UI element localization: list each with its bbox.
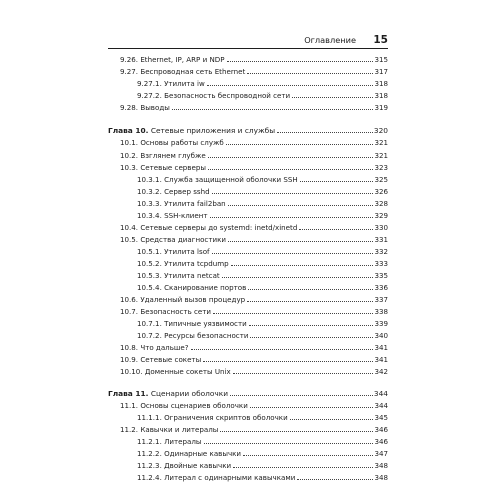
toc-entry-text: Утилита fail2ban <box>164 199 226 208</box>
toc-entry-number: 11.2.3. <box>137 461 162 470</box>
toc-entry-number: 10.10. <box>120 367 143 376</box>
dot-leader <box>203 361 373 362</box>
toc-entry-title <box>120 55 225 64</box>
toc-entry-page: 321 <box>374 138 388 147</box>
toc-entry-title <box>120 103 170 112</box>
toc-entry-number: 10.5.4. <box>137 283 162 292</box>
toc-entry[interactable] <box>137 281 388 292</box>
toc-entry[interactable] <box>120 101 388 112</box>
toc-entry-number: 9.27.1. <box>137 79 162 88</box>
toc-entry[interactable] <box>120 365 388 376</box>
toc-entry[interactable] <box>137 317 388 328</box>
dot-leader <box>207 85 373 86</box>
toc-entry-number: 10.5.2. <box>137 259 162 268</box>
dot-leader <box>243 455 373 456</box>
dot-leader <box>172 109 373 110</box>
toc-entry-text: Кавычки и литералы <box>140 425 219 434</box>
toc-entry-text: Утилита netcat <box>164 271 220 280</box>
dot-leader <box>210 217 373 218</box>
toc-entry-text: Ethernet, IP, ARP и NDP <box>140 55 225 64</box>
toc-entry-title <box>137 437 202 446</box>
dot-leader <box>299 229 373 230</box>
toc-entry-number: 10.9. <box>120 355 139 364</box>
toc-entry-number: 10.5.3. <box>137 271 162 280</box>
toc-entry[interactable] <box>120 161 388 172</box>
toc-entry[interactable] <box>120 353 388 364</box>
toc-entry-number: 9.28. <box>120 103 139 112</box>
toc-entry-text: Беспроводная сеть Ethernet <box>140 67 246 76</box>
toc-entry-number: 9.26. <box>120 55 139 64</box>
toc-entry-number: Глава 11. <box>108 389 149 398</box>
toc-entry[interactable] <box>120 399 388 410</box>
dot-leader <box>297 479 373 480</box>
toc-entry-number: 10.5.1. <box>137 247 162 256</box>
toc-entry-page: 348 <box>374 461 388 470</box>
toc-entry-title <box>120 151 206 160</box>
toc-entry-text: Ресурсы безопасности <box>164 331 249 340</box>
toc-entry[interactable] <box>137 257 388 268</box>
dot-leader <box>290 419 373 420</box>
toc-entry-text: Литералы <box>164 437 202 446</box>
toc-entry-page: 318 <box>374 91 388 100</box>
toc-entry-text: Служба защищенной оболочки SSH <box>164 175 298 184</box>
dot-leader <box>247 301 373 302</box>
toc-entry[interactable] <box>137 245 388 256</box>
toc-entry-title <box>137 199 226 208</box>
dot-leader <box>213 313 373 314</box>
toc-entry-number: 10.6. <box>120 295 139 304</box>
dot-leader <box>249 325 373 326</box>
toc-entry-text: Сетевые сокеты <box>140 355 202 364</box>
dot-leader <box>277 132 373 133</box>
toc-entry[interactable] <box>120 423 388 434</box>
toc-entry-text: Безопасность сети <box>140 307 212 316</box>
toc-entry-title <box>120 163 206 172</box>
toc-entry-title <box>120 343 189 352</box>
toc-entry-text: Сервер sshd <box>164 187 210 196</box>
toc-entry[interactable] <box>120 293 388 304</box>
toc-entry-number: 10.3.3. <box>137 199 162 208</box>
toc-entry-title <box>120 355 201 364</box>
toc-entry-page: 318 <box>374 79 388 88</box>
toc-entry-title <box>137 271 220 280</box>
toc-entry-number: 11.1. <box>120 401 139 410</box>
toc-entry-text: Что дальше? <box>140 343 189 352</box>
toc-entry-title <box>137 461 231 470</box>
toc-entry-page: 330 <box>374 223 388 232</box>
toc-chapter-entry[interactable] <box>108 387 388 398</box>
toc-entry-title <box>137 449 241 458</box>
dot-leader <box>233 373 373 374</box>
toc-entry-text: Сетевые серверы <box>140 163 206 172</box>
dot-leader <box>231 265 373 266</box>
toc-entry-number: 10.7.1. <box>137 319 162 328</box>
toc-entry-title <box>120 223 297 232</box>
toc-entry-title <box>120 138 224 147</box>
page-number: 15 <box>373 34 388 46</box>
toc-entry[interactable] <box>137 197 388 208</box>
toc-entry-title <box>137 187 210 196</box>
toc-entry-number: 10.2. <box>120 151 139 160</box>
toc-entry-number: 10.3. <box>120 163 139 172</box>
toc-entry[interactable] <box>120 221 388 232</box>
toc-entry-title <box>108 126 275 135</box>
dot-leader <box>228 205 373 206</box>
dot-leader <box>292 97 373 98</box>
toc-entry-page: 325 <box>374 175 388 184</box>
toc-entry-text: Выводы <box>140 103 170 112</box>
toc-entry-number: 9.27.2. <box>137 91 162 100</box>
toc-entry-text: Утилита lsof <box>164 247 210 256</box>
toc-entry-page: 323 <box>374 163 388 172</box>
toc-entry[interactable] <box>120 65 388 76</box>
toc-entry[interactable] <box>120 53 388 64</box>
toc-entry-page: 347 <box>374 449 388 458</box>
toc-entry-number: 10.1. <box>120 138 139 147</box>
toc-entry-number: 9.27. <box>120 67 139 76</box>
toc-entry-page: 344 <box>373 389 388 398</box>
toc-entry-page: 326 <box>374 187 388 196</box>
toc-entry-title <box>137 331 248 340</box>
toc-entry[interactable] <box>137 269 388 280</box>
dot-leader <box>212 193 373 194</box>
toc-entry-number: 11.2. <box>120 425 139 434</box>
dot-leader <box>204 443 373 444</box>
toc-entry-number: Глава 10. <box>108 126 149 135</box>
toc-entry-number: 11.2.2. <box>137 449 162 458</box>
toc-entry-page: 320 <box>373 126 388 135</box>
toc-entry-page: 344 <box>374 401 388 410</box>
toc-entry-page: 335 <box>374 271 388 280</box>
toc-entry-text: Сетевые серверы до systemd: inetd/xinetd <box>140 223 298 232</box>
toc-entry-title <box>120 401 248 410</box>
dot-leader <box>226 144 373 145</box>
toc-entry-title <box>120 307 211 316</box>
dot-leader <box>250 407 373 408</box>
toc-entry-page: 336 <box>374 283 388 292</box>
toc-entry-text: Основы сценариев оболочки <box>140 401 248 410</box>
toc-entry-page: 346 <box>374 437 388 446</box>
toc-entry[interactable] <box>120 305 388 316</box>
toc-chapter-entry[interactable] <box>108 124 388 135</box>
toc-entry[interactable] <box>137 77 388 88</box>
toc-entry-text: Взглянем глубже <box>140 151 206 160</box>
toc-entry[interactable] <box>137 411 388 422</box>
toc-entry-number: 11.2.1. <box>137 437 162 446</box>
toc-entry-number: 10.3.1. <box>137 175 162 184</box>
dot-leader <box>247 73 373 74</box>
toc-entry-title <box>120 367 231 376</box>
toc-entry-text: Двойные кавычки <box>164 461 232 470</box>
toc-entry-number: 11.1.1. <box>137 413 162 422</box>
toc-entry-page: 342 <box>374 367 388 376</box>
toc-entry-page: 340 <box>374 331 388 340</box>
toc-entry-page: 339 <box>374 319 388 328</box>
toc-entry-page: 328 <box>374 199 388 208</box>
toc-entry-title <box>137 79 205 88</box>
toc-entry-title <box>137 319 247 328</box>
toc-entry-title <box>137 473 295 482</box>
toc-entry-title <box>137 175 298 184</box>
dot-leader <box>212 253 373 254</box>
toc-entry-text: Типичные уязвимости <box>164 319 247 328</box>
dot-leader <box>227 61 373 62</box>
dot-leader <box>208 169 373 170</box>
toc-entry-page: 317 <box>374 67 388 76</box>
toc-entry-page: 346 <box>374 425 388 434</box>
toc-entry-page: 331 <box>374 235 388 244</box>
toc-entry-page: 329 <box>374 211 388 220</box>
toc-entry-number: 10.4. <box>120 223 139 232</box>
dot-leader <box>300 181 373 182</box>
toc-entry-title <box>120 67 245 76</box>
toc-entry-number: 10.3.4. <box>137 211 162 220</box>
toc-entry-page: 345 <box>374 413 388 422</box>
toc-entry-title <box>137 259 229 268</box>
toc-entry-text: Основы работы служб <box>140 138 224 147</box>
toc-entry-page: 337 <box>374 295 388 304</box>
toc-entry-title <box>120 425 218 434</box>
toc-entry-page: 332 <box>374 247 388 256</box>
toc-entry-number: 10.7.2. <box>137 331 162 340</box>
toc-entry-title <box>137 211 208 220</box>
toc-entry-text: Одинарные кавычки <box>164 449 242 458</box>
toc-entry-text: Утилита tcpdump <box>164 259 229 268</box>
dot-leader <box>222 277 373 278</box>
toc-entry-number: 10.7. <box>120 307 139 316</box>
toc-entry-number: 10.3.2. <box>137 187 162 196</box>
toc-entry-page: 341 <box>374 355 388 364</box>
dot-leader <box>228 241 373 242</box>
toc-entry[interactable] <box>137 471 388 482</box>
toc-entry-title <box>137 247 210 256</box>
toc-entry-page: 348 <box>374 473 388 482</box>
toc-entry[interactable] <box>137 89 388 100</box>
toc-entry[interactable] <box>120 136 388 147</box>
toc-entry[interactable] <box>137 173 388 184</box>
toc-entry-title <box>137 283 246 292</box>
toc-entry[interactable] <box>137 447 388 458</box>
toc-entry[interactable] <box>120 233 388 244</box>
toc-entry-number: 10.8. <box>120 343 139 352</box>
toc-entry-text: Доменные сокеты Unix <box>144 367 231 376</box>
toc-entry[interactable] <box>137 435 388 446</box>
toc-entry-text: SSH-клиент <box>164 211 208 220</box>
toc-entry-text: Сканирование портов <box>164 283 247 292</box>
toc-entry-text: Ограничения скриптов оболочки <box>164 413 288 422</box>
toc-entry-page: 338 <box>374 307 388 316</box>
toc-entry-text: Удаленный вызов процедур <box>140 295 246 304</box>
toc-entry[interactable] <box>137 209 388 220</box>
toc-entry-title <box>120 295 245 304</box>
toc-entry-page: 341 <box>374 343 388 352</box>
dot-leader <box>208 157 373 158</box>
toc-entry-title <box>137 413 288 422</box>
toc-entry[interactable] <box>120 341 388 352</box>
toc-entry-number: 11.2.4. <box>137 473 162 482</box>
toc-entry-text: Средства диагностики <box>140 235 226 244</box>
dot-leader <box>233 467 373 468</box>
toc-entry-text: Утилита iw <box>164 79 205 88</box>
dot-leader <box>191 349 373 350</box>
toc-entry-page: 321 <box>374 151 388 160</box>
toc-entry-text: Безопасность беспроводной сети <box>164 91 291 100</box>
toc-entry[interactable] <box>137 329 388 340</box>
toc-entry-title <box>120 235 226 244</box>
toc-entry-page: 315 <box>374 55 388 64</box>
toc-entry-number: 10.5. <box>120 235 139 244</box>
toc-entry-title <box>137 91 290 100</box>
dot-leader <box>230 395 373 396</box>
dot-leader <box>250 337 373 338</box>
toc-entry-title <box>108 389 228 398</box>
toc-entry-page: 319 <box>374 103 388 112</box>
toc-entry[interactable] <box>120 149 388 160</box>
toc-entry-text: Сценарии оболочки <box>150 389 229 398</box>
dot-leader <box>220 431 373 432</box>
toc-entry-text: Сетевые приложения и службы <box>150 126 276 135</box>
toc-entry[interactable] <box>137 185 388 196</box>
toc-entry-text: Литерал с одинарными кавычками <box>164 473 296 482</box>
toc-entry[interactable] <box>137 459 388 470</box>
dot-leader <box>248 289 373 290</box>
toc-entry-page: 333 <box>374 259 388 268</box>
running-header-title: Оглавление <box>304 35 356 45</box>
